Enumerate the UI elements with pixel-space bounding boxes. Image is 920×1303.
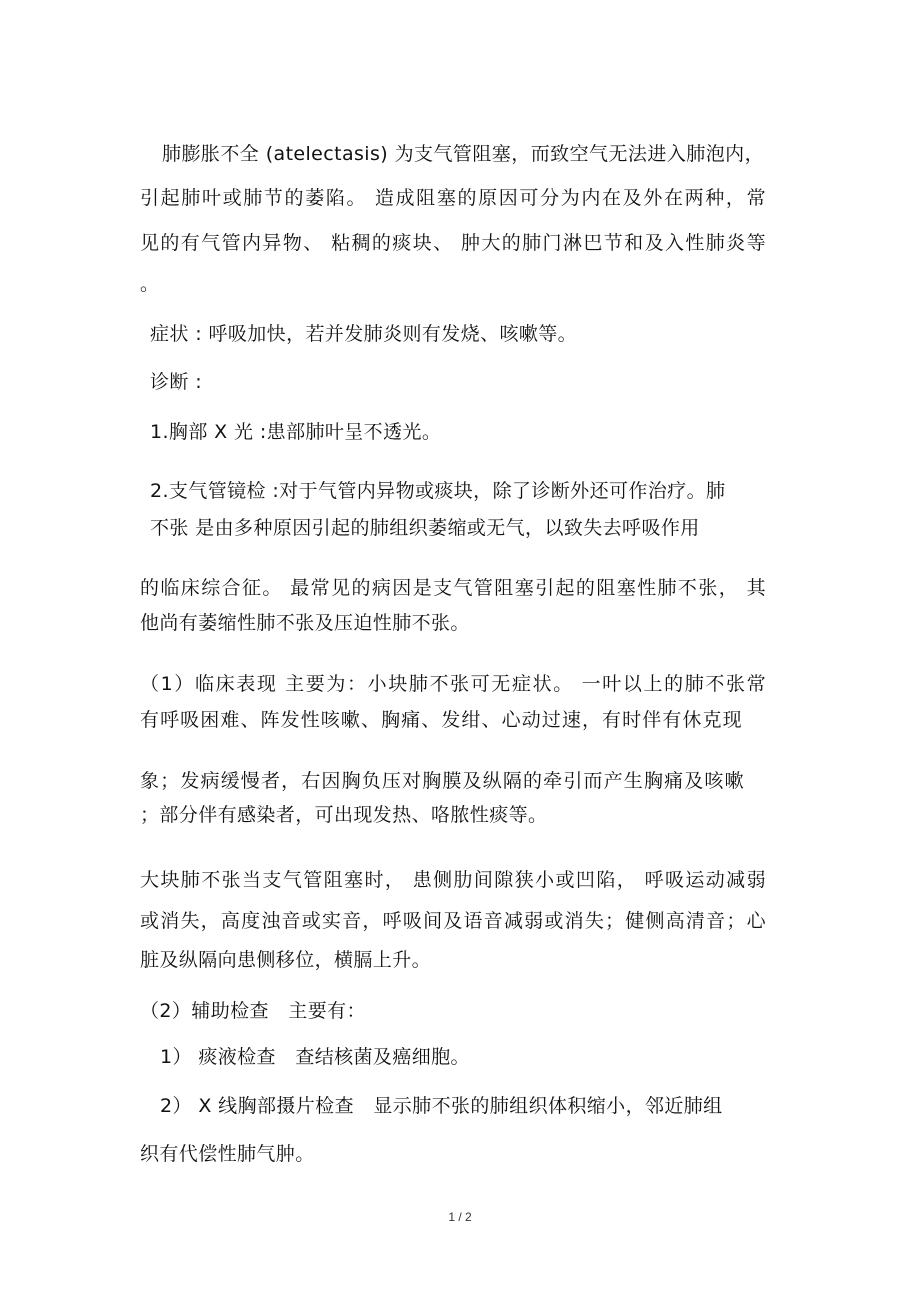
paragraph-line: 。 (140, 273, 160, 295)
paragraph-line: 脏及纵隔向患侧移位，横膈上升。 (140, 949, 432, 971)
paragraph-line: 引起肺叶或肺节的萎陷。 造成阻塞的原因可分为内在及外在两种，常 (140, 187, 766, 209)
paragraph-line: （1）临床表现 主要为：小块肺不张可无症状。 一叶以上的肺不张常 (140, 673, 766, 695)
paragraph-line: 肺膨胀不全 (atelectasis) 为支气管阻塞，而致空气无法进入肺泡内， (162, 143, 764, 165)
paragraph-line: 有呼吸困难、阵发性咳嗽、胸痛、发绀、心动过速，有时伴有休克现 (140, 709, 742, 731)
diagnosis-item: 1.胸部 X 光 :患部肺叶呈不透光。 (150, 421, 442, 443)
paragraph-line: 的临床综合征。 最常见的病因是支气管阻塞引起的阻塞性肺不张， 其 (140, 577, 766, 599)
paragraph-line: 他尚有萎缩性肺不张及压迫性肺不张。 (140, 612, 470, 634)
paragraph-line: 见的有气管内异物、 粘稠的痰块、 肿大的肺门淋巴节和及入性肺炎等 (140, 232, 766, 254)
paragraph-line: 象；发病缓慢者，右因胸负压对胸膜及纵隔的牵引而产生胸痛及咳嗽 (140, 770, 744, 792)
diagnosis-heading: 诊断 : (150, 371, 203, 393)
page-number: 1 / 2 (448, 1210, 472, 1224)
paragraph-line: ；部分伴有感染者，可出现发热、咯脓性痰等。 (140, 804, 548, 826)
diagnosis-item: 2.支气管镜检 :对于气管内异物或痰块，除了诊断外还可作治疗。肺 (150, 480, 726, 502)
section-heading: （2）辅助检查 主要有： (140, 1000, 366, 1022)
list-item: 2） X 线胸部摄片检查 显示肺不张的肺组织体积缩小，邻近肺组 (160, 1095, 723, 1117)
paragraph-line: 大块肺不张当支气管阻塞时， 患侧肋间隙狭小或凹陷， 呼吸运动减弱 (140, 869, 766, 891)
symptoms-line: 症状 : 呼吸加快，若并发肺炎则有发烧、咳嗽等。 (150, 323, 578, 345)
paragraph-line: 不张 是由多种原因引起的肺组织萎缩或无气，以致失去呼吸作用 (150, 517, 700, 539)
list-item: 1） 痰液检查 查结核菌及癌细胞。 (160, 1046, 470, 1068)
paragraph-line: 或消失，高度浊音或实音，呼吸间及语音减弱或消失；健侧高清音；心 (140, 910, 766, 932)
paragraph-line: 织有代偿性肺气肿。 (140, 1143, 315, 1165)
